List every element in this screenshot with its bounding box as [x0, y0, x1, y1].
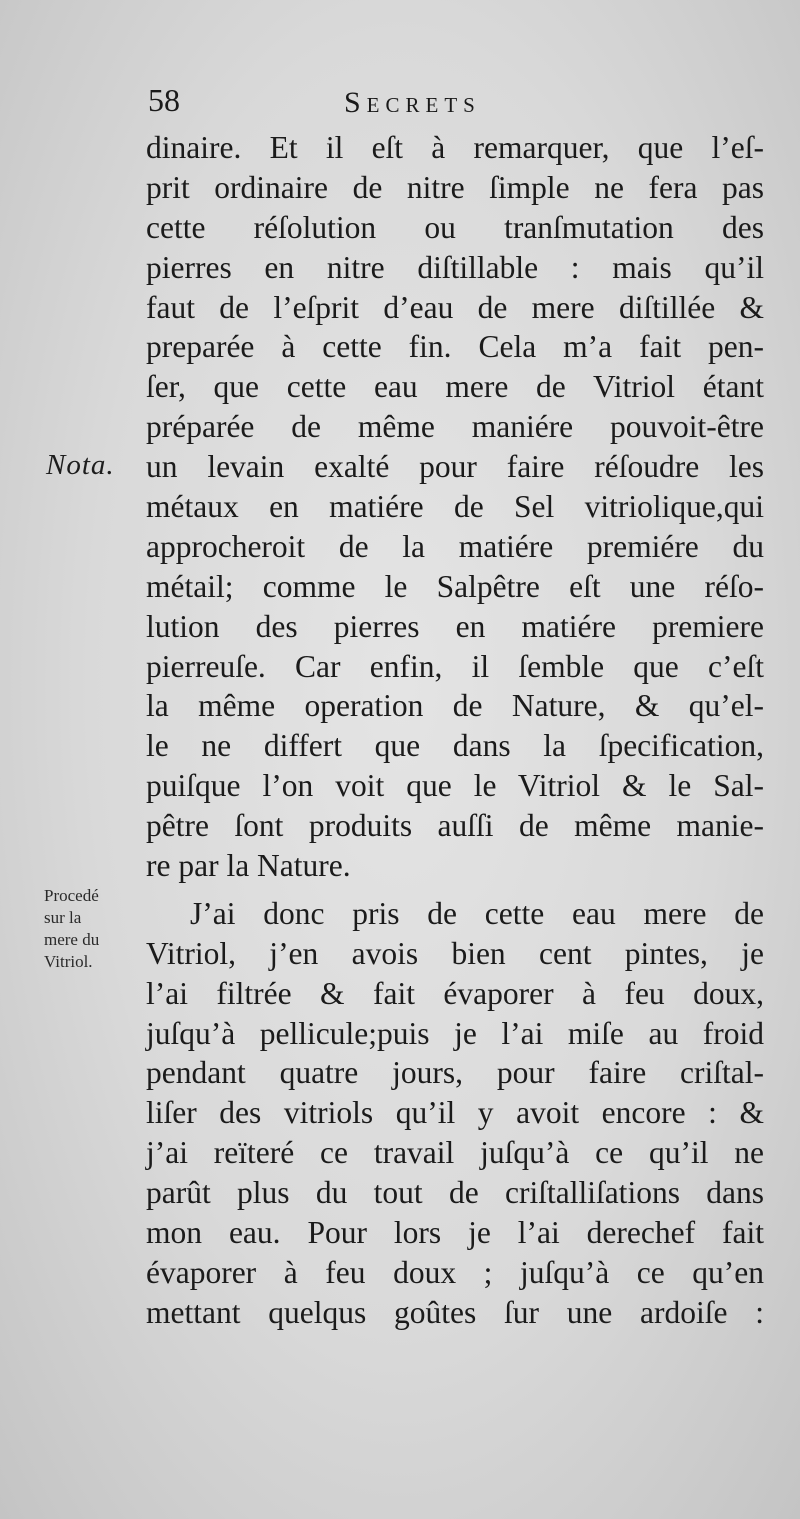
text-line: puiſque l’on voit que le Vitriol & le Sal- [146, 768, 764, 804]
text-line: le ne differt que dans la ſpecification, [146, 728, 764, 764]
text-line: ſer, que cette eau mere de Vitriol étant [146, 369, 764, 405]
text-line: re par la Nature. [146, 848, 351, 884]
text-line: J’ai donc pris de cette eau mere de [190, 895, 764, 931]
text-line: cette réſolution ou tranſmutation des [146, 209, 764, 245]
margin-note-procede [44, 885, 144, 973]
text-line: pendant quatre jours, pour faire criſtal- [146, 1055, 764, 1091]
margin-note-line: mere du [44, 930, 100, 949]
text-line: dinaire. Et il eſt à remarquer, que l’eſ- [146, 130, 764, 165]
text-line: lution des pierres en matiére premiere [146, 608, 764, 644]
text-line: Vitriol, j’en avois bien cent pintes, je [146, 935, 764, 971]
text-line: l’ai filtrée & fait évaporer à feu doux, [146, 975, 764, 1011]
margin-note-line: Procedé [44, 886, 99, 905]
margin-note-nota: Nota. [46, 449, 115, 481]
body-text [146, 128, 764, 1333]
text-line: approcheroit de la matiére premiére du [146, 528, 764, 564]
text-line: évaporer à feu doux ; juſqu’à ce qu’en [146, 1254, 764, 1290]
text-line: preparée à cette fin. Cela m’a fait pen- [146, 329, 764, 365]
text-line: parût plus du tout de criſtalliſations dans [146, 1175, 764, 1211]
margin-note-line: sur la [44, 908, 82, 927]
text-line: liſer des vitriols qu’il y avoit encore : & [146, 1095, 764, 1131]
text-line: préparée de même maniére pouvoit-être [146, 409, 764, 445]
text-line: pierres en nitre diſtillable : mais qu’il [146, 249, 764, 285]
text-line: mettant quelqus goûtes ſur une ardoiſe : [146, 1294, 764, 1330]
page-header [148, 82, 568, 132]
text-line: la même operation de Nature, & qu’el- [146, 688, 764, 724]
text-line: faut de l’eſprit d’eau de mere diſtillée & [146, 289, 764, 325]
text-line: métaux en matiére de Sel vitriolique,qui [146, 489, 764, 525]
page-number: 58 [148, 82, 180, 118]
text-line: juſqu’à pellicule;puis je l’ai miſe au froid [146, 1015, 764, 1051]
text-line: mon eau. Pour lors je l’ai derechef fait [146, 1215, 764, 1251]
paragraph-gap [146, 886, 764, 894]
text-line: j’ai reïteré ce travail juſqu’à ce qu’il ne [146, 1135, 764, 1171]
margin-note-line: Vitriol. [44, 952, 93, 971]
text-line: pierreuſe. Car enfin, il ſemble que c’eſt [146, 648, 764, 684]
text-line: prit ordinaire de nitre ſimple ne fera pas [146, 169, 764, 205]
running-head: Secrets [344, 86, 481, 119]
text-line: pêtre ſont produits auſſi de même manie- [146, 808, 764, 844]
text-line: métail; comme le Salpêtre eſt une réſo- [146, 568, 764, 604]
text-line: un levain exalté pour faire réſoudre les [146, 449, 764, 485]
